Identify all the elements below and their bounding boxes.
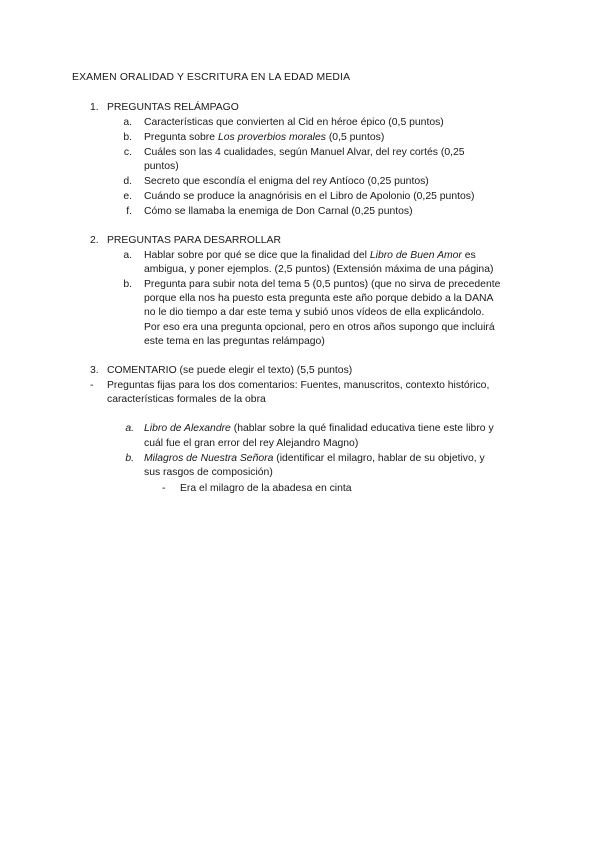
- s2-item-b-text-2: porque ella nos ha puesto esta pregunta este año porque debido a la DANA: [144, 293, 494, 304]
- s2-item-a-text-1: [144, 249, 476, 264]
- section-1-number: 1.: [90, 102, 99, 113]
- s1-item-c-text-2: puntos): [144, 161, 179, 172]
- s1-item-b-pre: Pregunta sobre: [144, 132, 218, 143]
- s2-item-b-letter: b.: [123, 279, 132, 290]
- comment-b-text-2: sus rasgos de composición): [144, 467, 273, 478]
- s1-item-a-text: Características que convierten al Cid en héroe épico (0,5 puntos): [144, 117, 444, 128]
- sub-dash-marker: -: [162, 483, 166, 494]
- s1-item-b-letter: b.: [123, 132, 132, 143]
- section-2-number: 2.: [90, 235, 99, 246]
- s2-item-b-text-1: Pregunta para subir nota del tema 5 (0,5 puntos) (que no sirva de precedente: [144, 279, 501, 290]
- comment-a-text-2: cuál fue el gran error del rey Alejandro Magno): [144, 438, 359, 449]
- s1-item-d-text: Secreto que escondía el enigma del rey Antíoco (0,25 puntos): [144, 176, 429, 187]
- s1-item-c-letter: c.: [123, 147, 132, 158]
- section-2-heading: PREGUNTAS PARA DESARROLLAR: [107, 235, 281, 246]
- comment-a-post: (hablar sobre la qué finalidad educativa tiene este libro y: [230, 423, 494, 434]
- s1-item-f-text: Cómo se llamaba la enemiga de Don Carnal (0,25 puntos): [144, 206, 413, 217]
- section-1-heading: PREGUNTAS RELÁMPAGO: [107, 102, 239, 113]
- comment-a-text-1: [144, 422, 494, 437]
- comment-b-text-1: [144, 452, 485, 467]
- s1-item-b-post: (0,5 puntos): [325, 132, 385, 143]
- section-3-heading: COMENTARIO (se puede elegir el texto) (5,5 puntos): [107, 365, 353, 376]
- dash-item-text-2: características formales de la obra: [107, 394, 266, 405]
- s1-item-c-text-1: Cuáles son las 4 cualidades, según Manuel Alvar, del rey cortés (0,25: [144, 147, 465, 158]
- s1-item-e-letter: e.: [123, 191, 132, 202]
- sub-dash-text: Era el milagro de la abadesa en cinta: [180, 483, 352, 494]
- s1-item-b-italic: Los proverbios morales: [217, 132, 326, 143]
- s2-item-a-pre: Hablar sobre por qué se dice que la finalidad del: [144, 250, 370, 261]
- s1-item-a-letter: a.: [123, 117, 132, 128]
- s2-item-b-text-3: no le dio tiempo a dar este tema y subió unos vídeos de ella explicándolo.: [144, 307, 485, 318]
- s1-item-e-text: Cuándo se produce la anagnórisis en el Libro de Apolonio (0,25 puntos): [144, 191, 475, 202]
- s2-item-a-letter: a.: [123, 250, 132, 261]
- s1-item-f-letter: f.: [126, 206, 132, 217]
- section-3-number: 3.: [90, 365, 99, 376]
- s2-item-a-text-2: ambigua, y poner ejemplos. (2,5 puntos) (Extensión máxima de una página): [144, 264, 494, 275]
- dash-marker: -: [90, 380, 94, 391]
- comment-a-letter: a.: [125, 423, 134, 434]
- s2-item-b-text-5: este tema en las preguntas relámpago): [144, 336, 325, 347]
- comment-a-italic: Libro de Alexandre: [144, 423, 231, 434]
- s2-item-b-text-4: Por eso era una pregunta opcional, pero en otros años supongo que incluirá: [144, 322, 495, 333]
- comment-b-letter: b.: [125, 453, 134, 464]
- s2-item-a-post: es: [461, 250, 476, 261]
- document-title: EXAMEN ORALIDAD Y ESCRITURA EN LA EDAD MEDIA: [72, 72, 351, 83]
- s1-item-b-text: [144, 131, 384, 146]
- comment-b-post: (identificar el milagro, hablar de su objetivo, y: [273, 453, 485, 464]
- s1-item-d-letter: d.: [123, 176, 132, 187]
- comment-b-italic: Milagros de Nuestra Señora: [144, 453, 274, 464]
- s2-item-a-italic: Libro de Buen Amor: [369, 250, 462, 261]
- dash-item-text-1: Preguntas fijas para los dos comentarios: Fuentes, manuscritos, contexto histórico,: [107, 380, 490, 391]
